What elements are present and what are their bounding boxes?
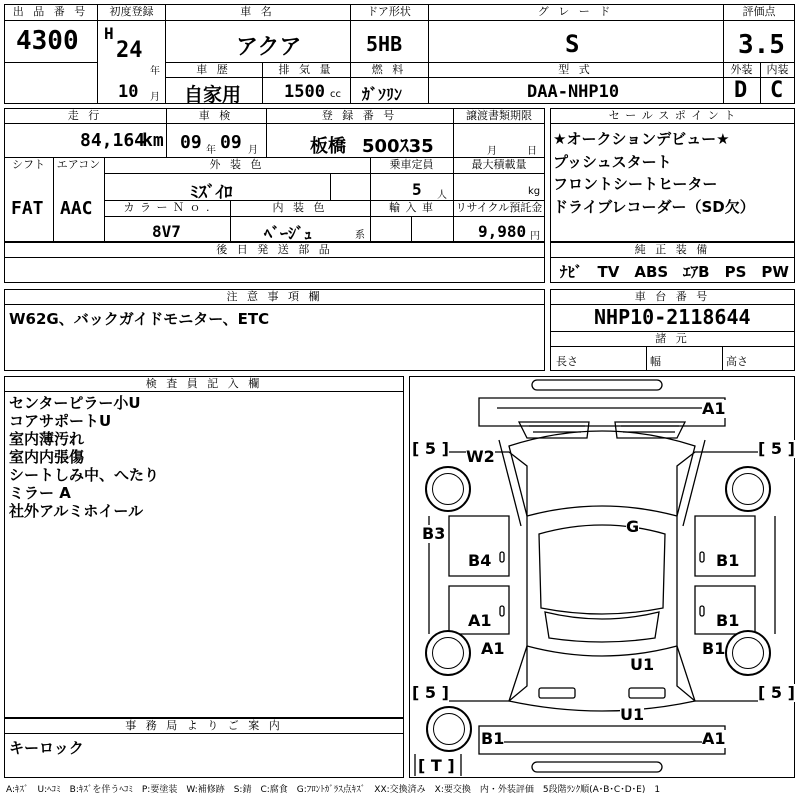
- plate-number: 500ｽ35: [362, 136, 434, 157]
- damage-mark: G: [626, 517, 640, 536]
- damage-mark: A1: [481, 639, 505, 658]
- import-label: 輸 入 車: [389, 201, 434, 214]
- score-label: 評価点: [742, 5, 776, 18]
- equipment-items: ﾅﾋﾞ TV ABS ｴｱB PS PW: [560, 263, 789, 281]
- tire-front-right: [725, 466, 771, 512]
- tire-tread-rr: [ 5 ]: [758, 683, 795, 702]
- damage-mark: A1: [468, 611, 492, 630]
- seats: 5: [412, 180, 422, 199]
- exterior-color: ﾐｽﾞｲﾛ: [190, 183, 233, 203]
- car-name: アクア: [236, 35, 302, 60]
- load-label: 最大積載量: [471, 158, 527, 171]
- damage-mark: U1: [620, 705, 645, 724]
- inspection-label: 車 検: [198, 109, 234, 122]
- damage-mark: A1: [702, 399, 726, 418]
- mileage-unit: km: [142, 130, 164, 151]
- length-label: 長さ: [556, 355, 578, 368]
- door-type: 5HB: [366, 32, 403, 56]
- exterior-grade: D: [734, 78, 748, 103]
- lot-label: 出 品 番 号: [12, 5, 89, 18]
- ext-label: 外装: [730, 63, 753, 76]
- shift-label: シフト: [12, 158, 45, 171]
- inspector-label: 検 査 員 記 入 欄: [145, 377, 263, 390]
- chassis-label: 車 台 番 号: [634, 290, 711, 303]
- sales-label: セ ー ル ス ポ イ ン ト: [608, 109, 737, 122]
- load-unit: kg: [528, 186, 541, 197]
- spec-label: 諸 元: [655, 332, 690, 345]
- transfer-month-unit: 月: [487, 146, 497, 157]
- int-color-unit: 系: [355, 230, 365, 241]
- plate-label: 登 録 番 号: [321, 109, 398, 122]
- color-label: 外 装 色: [209, 158, 265, 171]
- inspector-note: 室内薄汚れ: [9, 430, 85, 448]
- displacement: 1500: [284, 82, 325, 102]
- sales-item: ★オークションデビュー★: [553, 130, 730, 148]
- equipment-label: 純 正 装 備: [634, 243, 711, 256]
- ac-label: エアコン: [56, 158, 101, 171]
- inspection-month: 09: [220, 132, 242, 153]
- month-unit: 月: [150, 92, 160, 103]
- damage-mark: B1: [481, 729, 505, 748]
- damage-mark: B1: [716, 611, 740, 630]
- grade-label: グ レ ー ド: [537, 5, 614, 18]
- aircon: AAC: [60, 198, 93, 219]
- damage-mark: B1: [716, 551, 740, 570]
- era: H: [104, 24, 114, 43]
- inspector-note: センターピラー小U: [9, 394, 141, 412]
- displacement-unit: cc: [330, 89, 341, 100]
- damage-mark: B4: [468, 551, 492, 570]
- mileage: 84,164: [80, 130, 146, 151]
- inspection-year: 09: [180, 132, 202, 153]
- insp-year-unit: 年: [206, 145, 216, 156]
- plate-area: 板橋: [310, 136, 346, 157]
- width-label: 幅: [650, 355, 661, 368]
- name-label: 車 名: [240, 5, 275, 18]
- tire-rear-left: [425, 630, 471, 676]
- history-label: 車 歴: [196, 63, 231, 76]
- sales-item: プッシュスタート: [553, 152, 672, 171]
- damage-mark: B3: [422, 524, 446, 543]
- seats-unit: 人: [437, 190, 447, 201]
- score: 3.5: [738, 30, 785, 60]
- damage-mark: W2: [466, 447, 495, 466]
- insp-month-unit: 月: [248, 145, 258, 156]
- office-text: キーロック: [9, 739, 84, 757]
- tire-rear-right: [725, 630, 771, 676]
- caution-text: W62G、バックガイドモニター、ETC: [9, 310, 270, 328]
- spare-tire-mark: [ T ]: [418, 756, 455, 775]
- damage-mark: A1: [702, 729, 726, 748]
- inspector-note: コアサポートU: [9, 412, 112, 430]
- tire-tread-fl: [ 5 ]: [412, 439, 449, 458]
- inspector-note: 社外アルミホイール: [9, 502, 144, 520]
- inspector-note: シートしみ中、へたり: [9, 466, 160, 484]
- lot-number: 4300: [16, 26, 79, 56]
- tire-front-left: [425, 466, 471, 512]
- door-label: ドア形状: [367, 5, 411, 18]
- office-label: 事 務 局 よ り ご 案 内: [125, 719, 283, 732]
- recycle-fee: 9,980: [478, 222, 527, 241]
- car-history: 自家用: [184, 84, 242, 106]
- displacement-label: 排 気 量: [278, 63, 334, 76]
- later-parts-label: 後 日 発 送 部 品: [216, 243, 333, 256]
- sales-list: [553, 128, 793, 218]
- tire-tread-fr: [ 5 ]: [758, 439, 795, 458]
- int-label: 内装: [766, 63, 789, 76]
- mileage-label: 走 行: [67, 109, 103, 122]
- model-code: DAA-NHP10: [527, 82, 620, 102]
- model-label: 型 式: [558, 63, 593, 76]
- inspector-note: ミラー A: [9, 484, 71, 502]
- shift: FAT: [11, 198, 44, 219]
- transfer-doc-label: 譲渡書類期限: [466, 109, 532, 122]
- recycle-label: リサイクル預託金: [455, 201, 543, 214]
- interior-grade: C: [770, 78, 784, 103]
- fuel: ｶﾞｿﾘﾝ: [362, 85, 403, 104]
- inspector-notes: [9, 394, 159, 520]
- tire-tread-rl: [ 5 ]: [412, 683, 449, 702]
- grade: S: [565, 30, 580, 58]
- transfer-day-unit: 日: [527, 146, 537, 157]
- height-label: 高さ: [726, 355, 748, 368]
- recycle-unit: 円: [530, 231, 540, 242]
- first-reg-year: 24: [116, 38, 143, 63]
- damage-mark: B1: [702, 639, 726, 658]
- interior-color: ﾍﾞｰｼﾞｭ: [264, 224, 313, 243]
- first-reg-label: 初度登録: [109, 5, 154, 18]
- caution-label: 注 意 事 項 欄: [226, 290, 323, 303]
- color-no-label: カ ラ ー Ｎ ｏ .: [123, 201, 211, 214]
- chassis-number: NHP10-2118644: [594, 305, 751, 329]
- tire-spare: [426, 706, 472, 752]
- int-color-label: 内 装 色: [272, 201, 328, 214]
- first-reg-month: 10: [118, 82, 139, 102]
- legend-text: A:ｷｽﾞ U:ﾍｺﾐ B:ｷｽﾞを伴うﾍｺﾐ P:要塗装 W:補修跡 S:錆 C:腐食 G:ﾌﾛﾝﾄｶﾞﾗｽ点ｷｽﾞ XX:交換済み X:要交換 内・外装評価 5段階ﾗﾝｸ順(A･B･C･D･E) 1: [6, 785, 661, 795]
- color-number: 8V7: [152, 222, 181, 241]
- damage-mark: U1: [630, 655, 655, 674]
- seats-label: 乗車定員: [389, 158, 434, 171]
- fuel-label: 燃 料: [371, 63, 407, 76]
- year-unit: 年: [150, 66, 160, 77]
- sales-item: ドライブレコーダー（SD欠）: [553, 197, 755, 216]
- inspector-note: 室内内張傷: [9, 448, 85, 466]
- sales-item: フロントシートヒーター: [553, 175, 718, 193]
